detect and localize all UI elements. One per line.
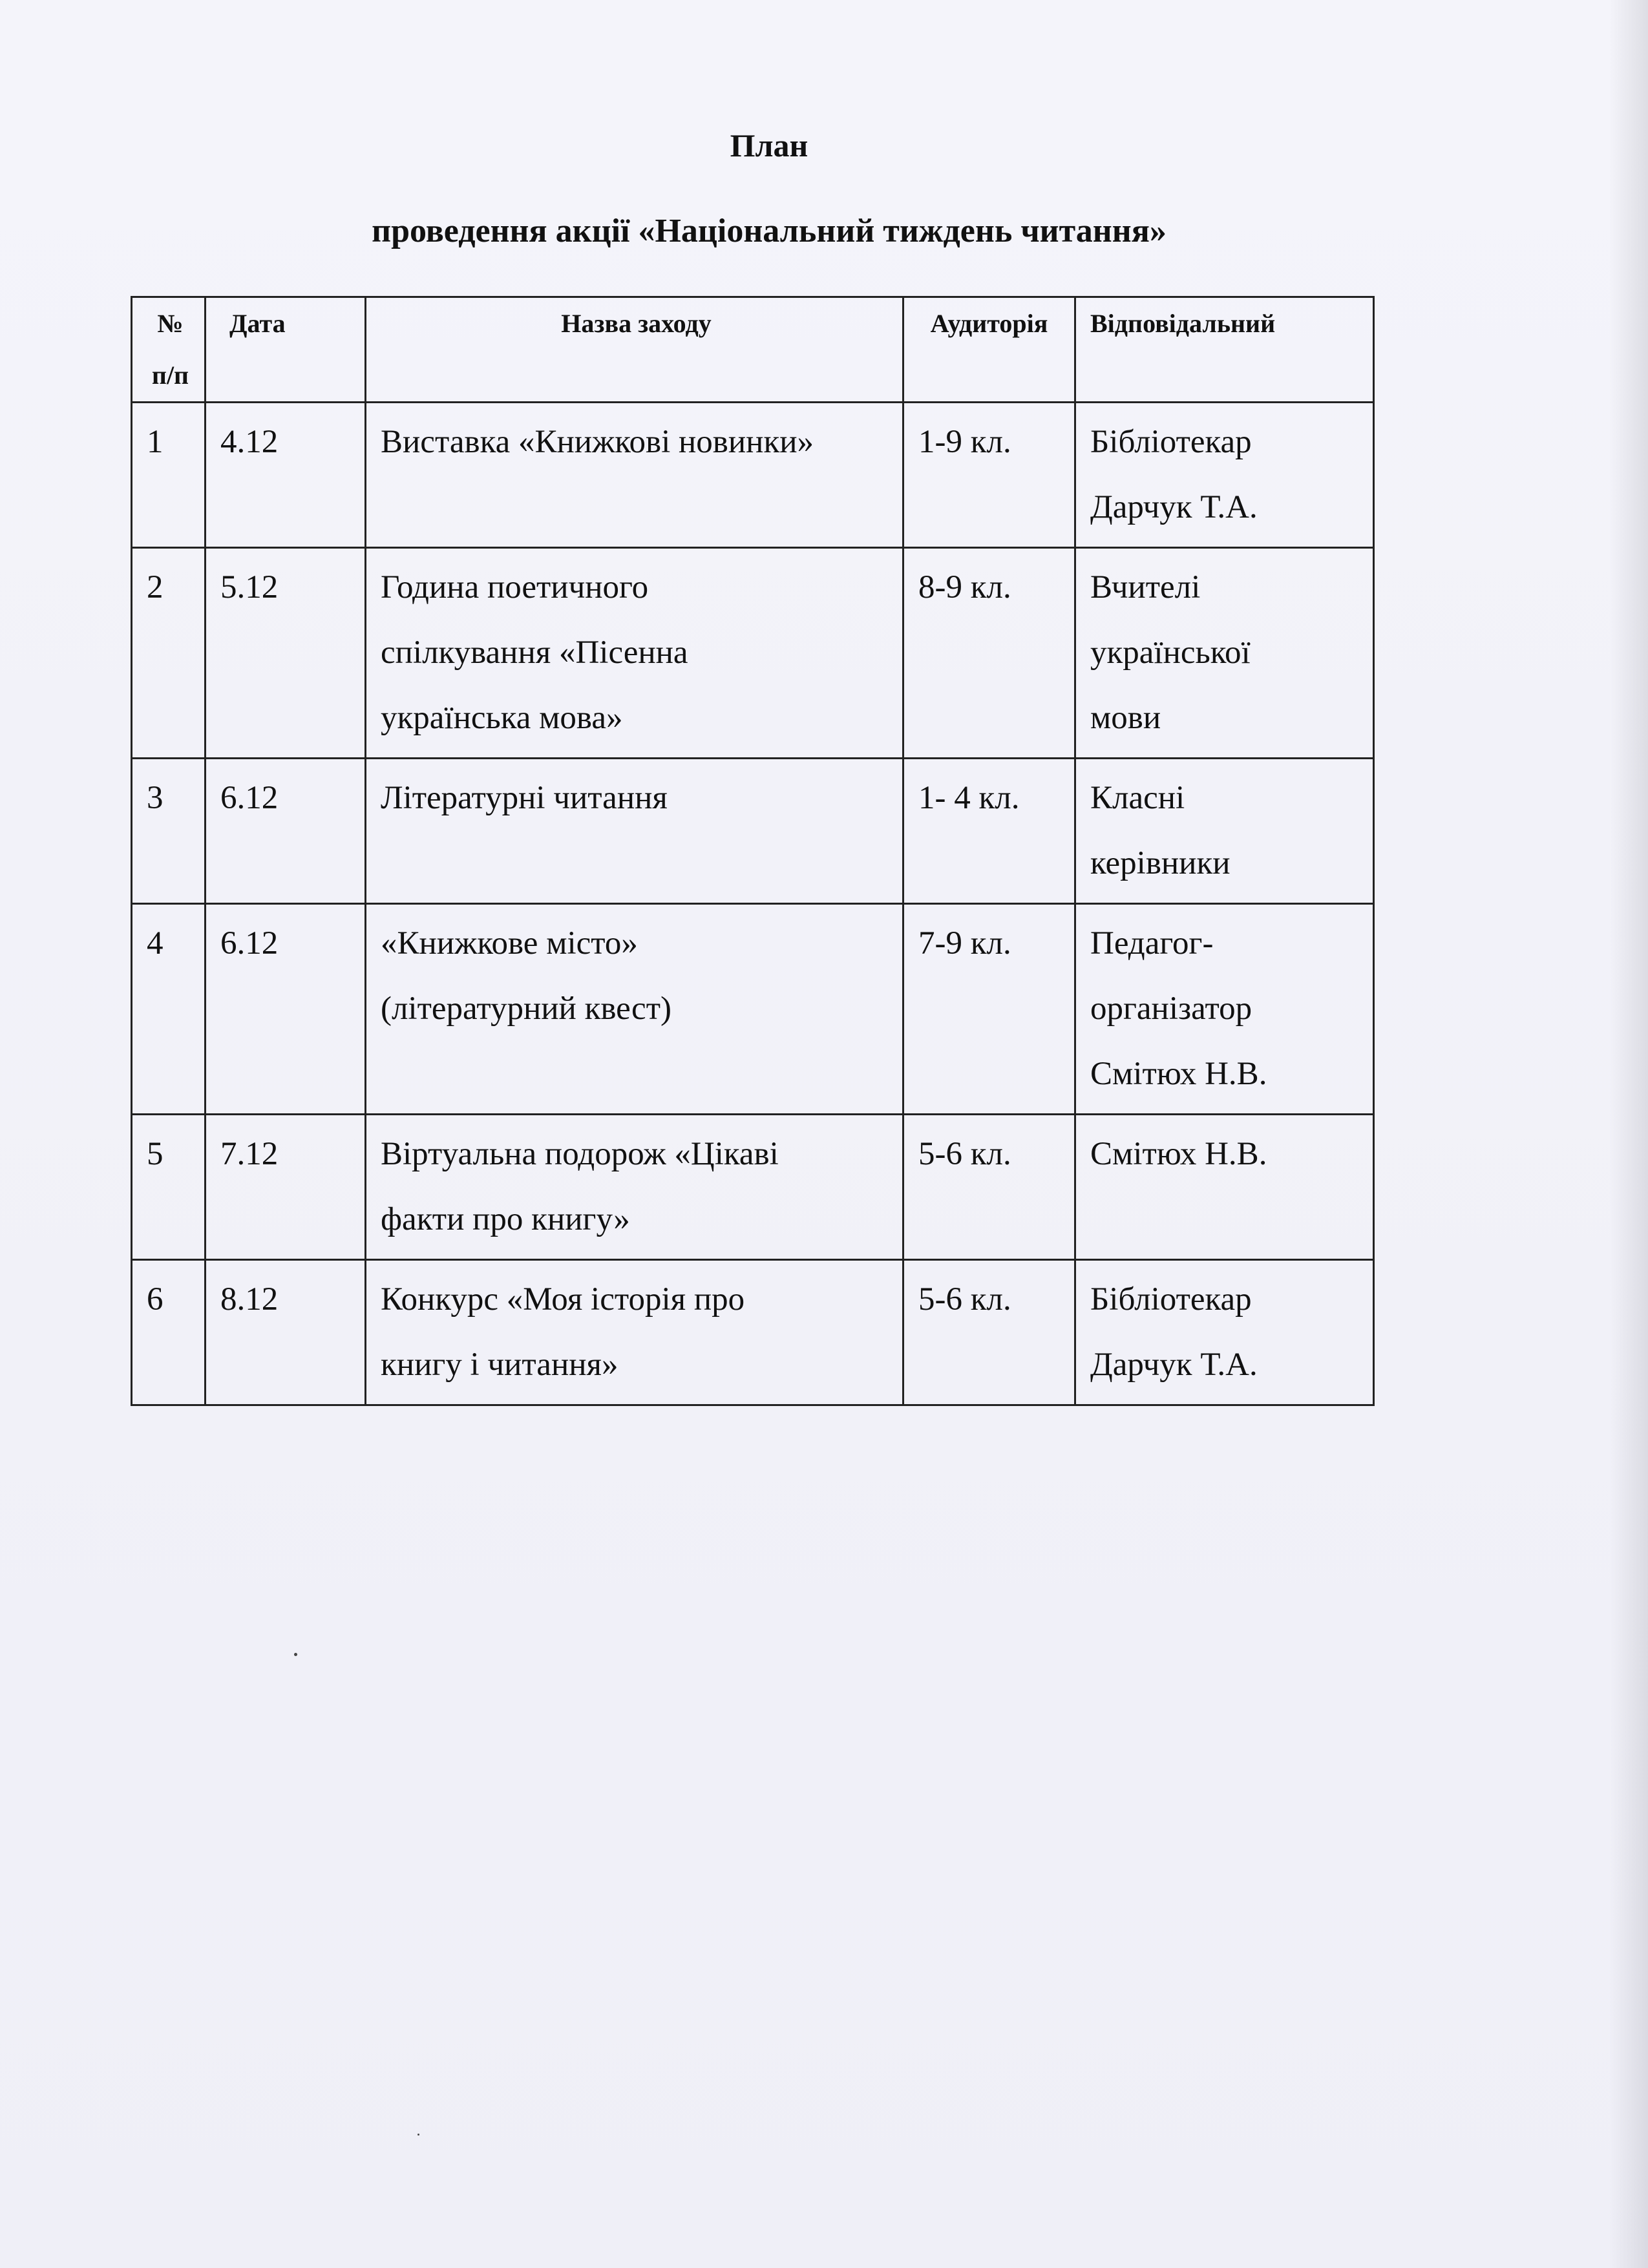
table-row — [132, 1260, 1374, 1405]
table-row — [132, 403, 1374, 548]
table-row — [132, 904, 1374, 1115]
header-audience: Аудиторія — [903, 297, 1075, 403]
scan-speck — [294, 1653, 297, 1656]
cell-audience: 5-6 кл. — [903, 1260, 1075, 1405]
cell-date: 5.12 — [206, 548, 366, 759]
document-title: План — [730, 127, 808, 163]
cell-responsible-line: Класні — [1090, 780, 1185, 816]
cell-audience: 1- 4 кл. — [903, 759, 1075, 904]
cell-audience: 7-9 кл. — [903, 904, 1075, 1115]
cell-num: 5 — [132, 1115, 206, 1260]
cell-event — [366, 548, 903, 759]
cell-event-line: спілкування «Пісенна — [381, 635, 688, 671]
cell-responsible — [1075, 403, 1374, 548]
cell-event-line: (літературний квест) — [381, 991, 671, 1027]
scan-speck — [417, 2134, 419, 2136]
cell-event-line: Конкурс «Моя історія про — [381, 1281, 745, 1318]
cell-event — [366, 403, 903, 548]
cell-responsible — [1075, 1260, 1374, 1405]
cell-responsible-line: Смітюх Н.В. — [1090, 1136, 1267, 1172]
cell-responsible-line: Смітюх Н.В. — [1090, 1056, 1267, 1092]
header-date: Дата — [206, 297, 366, 403]
header-number-line1: № — [157, 309, 184, 338]
cell-num: 1 — [132, 403, 206, 548]
cell-responsible — [1075, 548, 1374, 759]
table-row — [132, 1115, 1374, 1260]
cell-date: 6.12 — [206, 759, 366, 904]
cell-event-line: українська мова» — [381, 700, 623, 736]
document-subtitle: проведення акції «Національний тиждень читання» — [372, 213, 1167, 249]
cell-num: 6 — [132, 1260, 206, 1405]
cell-responsible — [1075, 904, 1374, 1115]
cell-responsible-line: Бібліотекар — [1090, 424, 1252, 460]
cell-responsible — [1075, 759, 1374, 904]
header-responsible: Відповідальний — [1075, 297, 1374, 403]
scan-edge-shadow — [1609, 0, 1648, 2268]
cell-event-line: книгу і читання» — [381, 1347, 618, 1383]
cell-responsible-line: Бібліотекар — [1090, 1281, 1252, 1318]
cell-responsible-line: Дарчук Т.А. — [1090, 1347, 1258, 1383]
cell-event-line: Літературні читання — [381, 780, 668, 816]
cell-event-line: факти про книгу» — [381, 1201, 630, 1237]
cell-date: 6.12 — [206, 904, 366, 1115]
cell-event — [366, 759, 903, 904]
cell-responsible-line: керівники — [1090, 845, 1231, 881]
table-row — [132, 759, 1374, 904]
cell-event-line: Виставка «Книжкові новинки» — [381, 424, 814, 460]
cell-date: 7.12 — [206, 1115, 366, 1260]
header-number-line2: п/п — [151, 361, 189, 390]
cell-responsible — [1075, 1115, 1374, 1260]
table-header-row — [132, 297, 1374, 403]
cell-responsible-line: української — [1090, 635, 1251, 671]
cell-event — [366, 1115, 903, 1260]
plan-table — [131, 296, 1375, 1406]
table-row — [132, 548, 1374, 759]
cell-date: 4.12 — [206, 403, 366, 548]
cell-audience: 1-9 кл. — [903, 403, 1075, 548]
cell-responsible-line: Дарчук Т.А. — [1090, 489, 1258, 525]
cell-audience: 5-6 кл. — [903, 1115, 1075, 1260]
header-event: Назва заходу — [366, 297, 903, 403]
cell-event-line: Віртуальна подорож «Цікаві — [381, 1136, 779, 1172]
cell-event — [366, 904, 903, 1115]
table-body — [132, 403, 1374, 1405]
cell-event-line: Година поетичного — [381, 569, 649, 605]
cell-audience: 8-9 кл. — [903, 548, 1075, 759]
cell-responsible-line: Педагог- — [1090, 925, 1214, 961]
cell-num: 3 — [132, 759, 206, 904]
cell-event-line: «Книжкове місто» — [381, 925, 638, 961]
cell-num: 4 — [132, 904, 206, 1115]
cell-num: 2 — [132, 548, 206, 759]
cell-responsible-line: організатор — [1090, 991, 1252, 1027]
header-number — [132, 297, 206, 403]
cell-responsible-line: мови — [1090, 700, 1161, 736]
cell-event — [366, 1260, 903, 1405]
cell-date: 8.12 — [206, 1260, 366, 1405]
cell-responsible-line: Вчителі — [1090, 569, 1201, 605]
